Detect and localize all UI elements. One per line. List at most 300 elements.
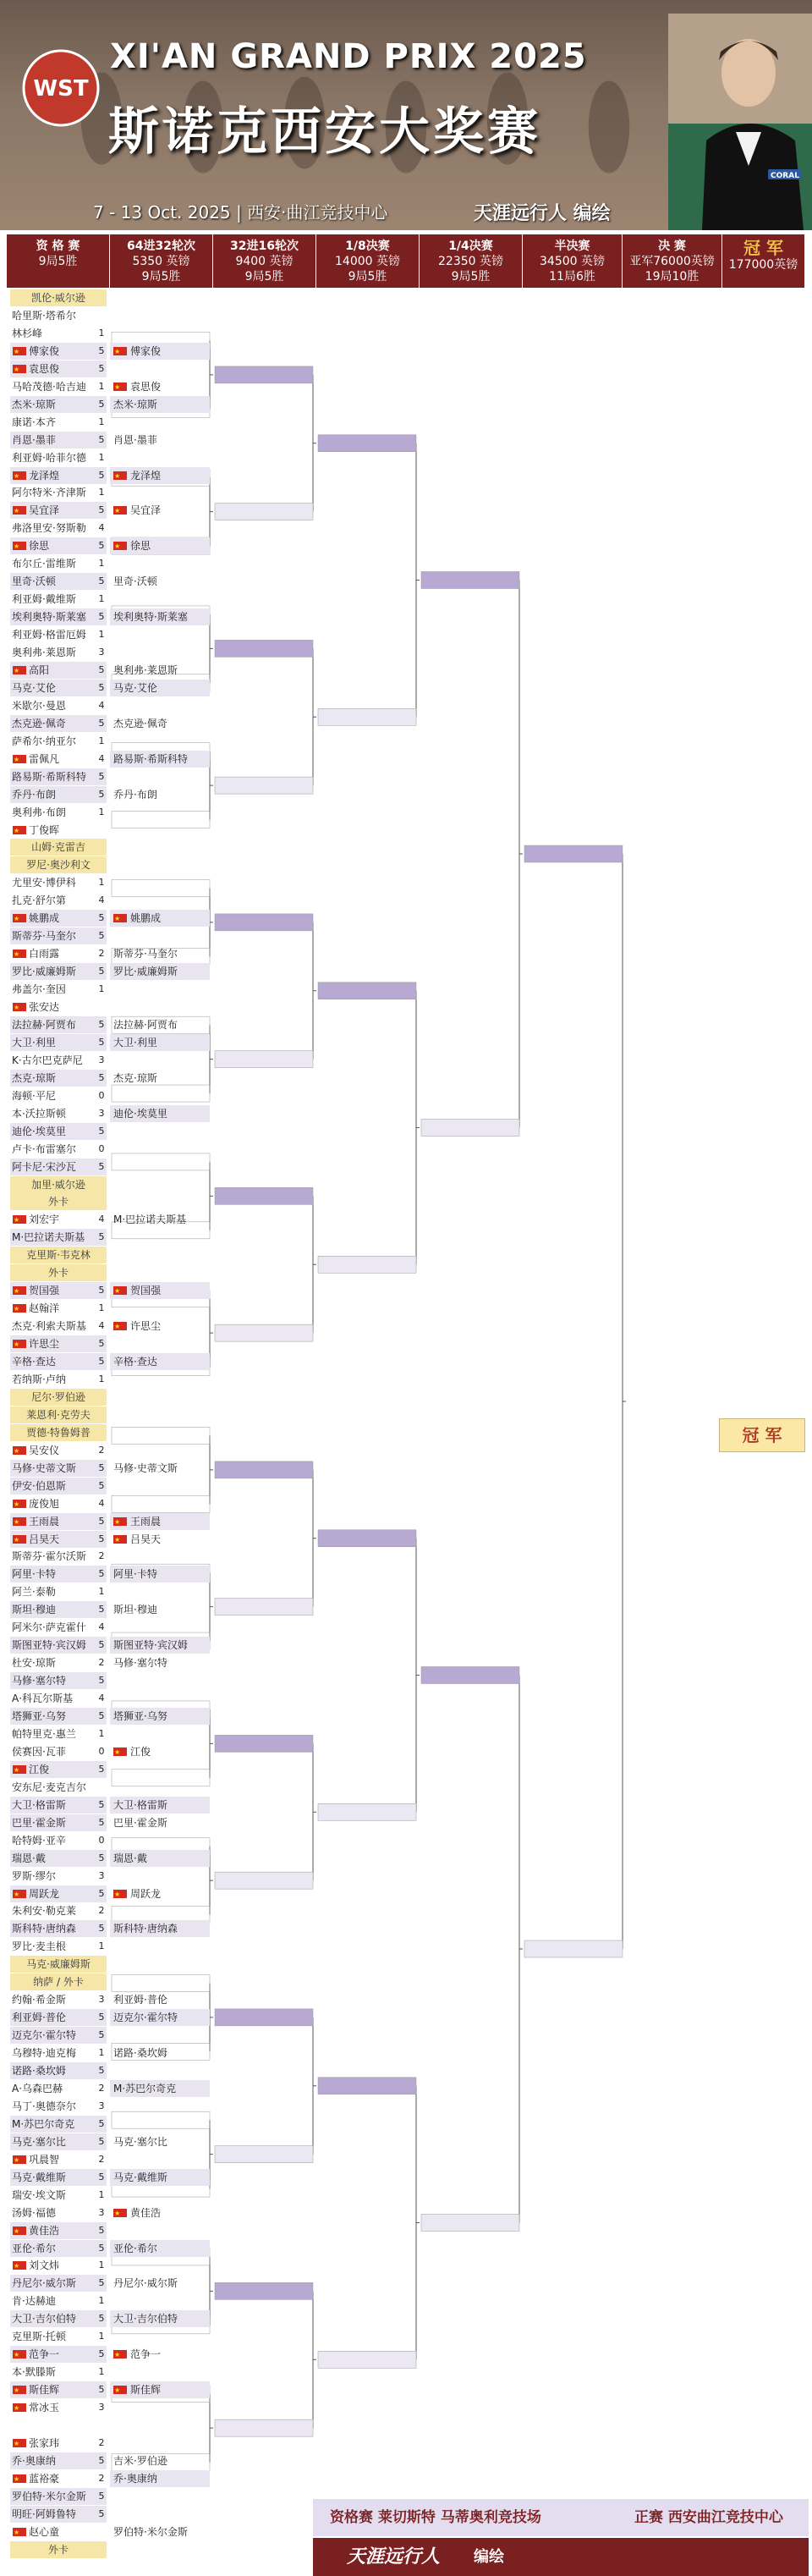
bracket-slot — [215, 366, 313, 383]
bracket-slot — [421, 2215, 519, 2232]
frame-score: 0 — [98, 1835, 105, 1846]
draw-row — [10, 555, 107, 572]
frame-score: 1 — [98, 452, 105, 463]
bracket-slot — [215, 1187, 313, 1204]
player-name: 大卫·格雷斯 — [113, 1799, 167, 1811]
qualifier-seed: 纳萨 / 外卡 — [10, 1973, 107, 1990]
frame-score: 5 — [98, 2348, 105, 2359]
round32-player — [110, 662, 210, 679]
player-name: M·苏巴尔奇克 — [12, 2118, 75, 2130]
player-name: 肖恩·墨菲 — [12, 434, 56, 446]
draw-row — [10, 1743, 107, 1760]
player-name: 王雨晨 — [29, 1516, 60, 1527]
draw-row — [10, 591, 107, 608]
player-name: 马哈茂德·哈吉迪 — [12, 381, 86, 393]
round32-player — [110, 1814, 210, 1831]
player-name: 路易斯·希斯科特 — [113, 753, 188, 765]
column-header-final: 决 赛 亚军76000英镑 19局10胜 — [623, 234, 722, 288]
round32-player — [110, 786, 210, 803]
frame-score: 2 — [98, 1657, 105, 1668]
player-name: 马克·艾伦 — [113, 682, 157, 694]
player-name: 龙泽煌 — [130, 470, 162, 482]
china-flag-icon — [13, 826, 26, 834]
champion-box: 冠 军 — [719, 1418, 805, 1452]
player-name: 萨希尔·纳亚尔 — [12, 735, 76, 747]
player-name: 卢卡·布雷塞尔 — [12, 1143, 76, 1155]
player-name: 刘宏宇 — [29, 1214, 60, 1225]
player-name: 杰克·利索夫斯基 — [12, 1320, 86, 1332]
frame-score: 5 — [98, 434, 105, 445]
draw-row — [10, 2310, 107, 2327]
frame-score: 4 — [98, 700, 105, 711]
draw-row — [10, 2399, 107, 2416]
round32-player — [110, 1850, 210, 1867]
round32-player — [110, 1034, 210, 1051]
main-venue: 正赛 西安曲江竞技中心 — [634, 2509, 783, 2526]
player-name: 里奇·沃顿 — [12, 575, 56, 587]
bracket-slot — [112, 1974, 210, 1991]
round32-player — [110, 1460, 210, 1477]
china-flag-icon — [113, 1748, 127, 1756]
round32-player — [110, 1318, 210, 1335]
draw-row — [10, 378, 107, 395]
frame-score: 5 — [98, 2384, 105, 2395]
draw-row — [10, 432, 107, 449]
china-flag-icon — [113, 347, 127, 355]
draw-row — [10, 325, 107, 342]
draw-row — [10, 1353, 107, 1370]
bracket-slot — [318, 983, 416, 999]
frame-score: 1 — [98, 2189, 105, 2200]
player-name: 黄佳浩 — [130, 2207, 162, 2219]
player-name: 马克·戴维斯 — [12, 2171, 66, 2183]
frame-score: 1 — [98, 1728, 105, 1739]
china-flag-icon — [113, 914, 127, 922]
player-name: 斯蒂芬·马奎尔 — [12, 930, 76, 942]
player-name: 罗比·威廉姆斯 — [113, 966, 178, 977]
frame-score: 1 — [98, 2047, 105, 2058]
china-flag-icon — [13, 542, 26, 550]
bracket-slot — [318, 708, 416, 725]
player-name: 马克·塞尔比 — [113, 2136, 167, 2148]
player-name: 辛格·查达 — [12, 1356, 56, 1368]
bracket-slot — [215, 1735, 313, 1752]
qualifier-seed: 罗尼·奥沙利文 — [10, 856, 107, 873]
bracket-slot — [318, 2078, 416, 2094]
player-name: 奥利弗·莱恩斯 — [12, 647, 76, 658]
frame-score: 1 — [98, 593, 105, 604]
china-flag-icon — [113, 2350, 127, 2359]
draw-row — [10, 927, 107, 944]
bracket-slot — [318, 1530, 416, 1547]
bracket-slot — [112, 1770, 210, 1786]
player-name: 贺国强 — [29, 1285, 60, 1296]
player-name: 刘文炜 — [29, 2260, 60, 2271]
round32-player — [110, 1513, 210, 1530]
bracket-slot — [421, 1667, 519, 1684]
player-name: M·巴拉诺夫斯基 — [113, 1214, 187, 1225]
frame-score: 5 — [98, 1356, 105, 1367]
player-name: 蓝裕豪 — [29, 2473, 60, 2485]
player-name: 杰米·琼斯 — [113, 399, 157, 410]
player-name: 若纳斯·卢纳 — [12, 1373, 66, 1385]
player-name: 张安达 — [29, 1001, 60, 1013]
frame-score: 0 — [98, 1143, 105, 1154]
draw-row — [10, 2151, 107, 2168]
bracket-slot — [112, 1153, 210, 1170]
player-name: 丹尼尔·威尔斯 — [113, 2277, 178, 2289]
player-name: 斯佳辉 — [130, 2384, 162, 2396]
player-name: 奥利弗·布朗 — [12, 806, 66, 818]
frame-score: 5 — [98, 363, 105, 374]
draw-row — [10, 1868, 107, 1885]
draw-row — [10, 1052, 107, 1069]
player-name: 雷佩凡 — [29, 753, 60, 765]
player-name: 罗比·麦圭根 — [12, 1940, 66, 1952]
player-name: 康诺·本齐 — [12, 416, 56, 428]
frame-score: 5 — [98, 664, 105, 675]
draw-row — [10, 2293, 107, 2309]
china-flag-icon — [113, 542, 127, 550]
frame-score: 5 — [98, 789, 105, 800]
player-name: 塔狮亚·乌努 — [113, 1710, 167, 1722]
player-name: 阿卡尼·宋沙瓦 — [12, 1161, 76, 1173]
frame-score: 5 — [98, 1480, 105, 1491]
svg-text:WST: WST — [33, 76, 89, 102]
frame-score: 1 — [98, 328, 105, 339]
draw-row — [10, 520, 107, 537]
frame-score: 5 — [98, 2136, 105, 2147]
draw-row — [10, 1229, 107, 1246]
player-name: 斯佳辉 — [29, 2384, 60, 2396]
player-name: 马克·塞尔比 — [12, 2136, 66, 2148]
frame-score: 2 — [98, 1905, 105, 1916]
draw-row — [10, 1478, 107, 1494]
player-name: 肯·达赫迪 — [12, 2295, 56, 2307]
round32-player — [110, 1070, 210, 1087]
svg-text:CORAL: CORAL — [771, 172, 799, 180]
frame-score: 0 — [98, 1090, 105, 1101]
frame-score: 3 — [98, 2207, 105, 2218]
player-name: 亚伦·希尔 — [12, 2243, 56, 2254]
draw-row — [10, 1016, 107, 1033]
draw-row — [10, 2027, 107, 2044]
frame-score: 5 — [98, 682, 105, 693]
draw-row — [10, 2524, 107, 2540]
player-name: 马克·戴维斯 — [113, 2171, 167, 2183]
player-name: 范争一 — [29, 2348, 60, 2360]
draw-row — [10, 1087, 107, 1104]
player-name: 白雨露 — [29, 948, 60, 960]
frame-score: 4 — [98, 1320, 105, 1331]
frame-score: 5 — [98, 2012, 105, 2023]
china-flag-icon — [13, 2261, 26, 2270]
frame-score: 2 — [98, 2083, 105, 2094]
column-header-semifinal: 半决赛 34500 英镑 11局6胜 — [523, 234, 623, 288]
draw-row — [10, 343, 107, 360]
frame-score: 4 — [98, 1693, 105, 1704]
frame-score: 1 — [98, 2331, 105, 2342]
draw-row — [10, 697, 107, 714]
qualifier-seed: 外卡 — [10, 1264, 107, 1281]
frame-score: 5 — [98, 2313, 105, 2324]
player-name: 利亚姆·戴维斯 — [12, 593, 76, 605]
draw-row — [10, 768, 107, 785]
bracket-slot — [112, 1427, 210, 1444]
china-flag-icon — [13, 1517, 26, 1526]
draw-row — [10, 1460, 107, 1477]
player-name: 许思尘 — [130, 1320, 162, 1332]
draw-row — [10, 1672, 107, 1689]
player-name: 弗洛里安·努斯勒 — [12, 522, 86, 534]
draw-row — [10, 573, 107, 590]
round32-player — [110, 2310, 210, 2327]
bracket-slot — [112, 879, 210, 896]
player-name: 罗伯特·米尔金斯 — [12, 2491, 86, 2502]
draw-row — [10, 733, 107, 750]
player-name: 马修·塞尔特 — [12, 1675, 66, 1687]
player-name: 肖恩·墨菲 — [113, 434, 157, 446]
draw-row — [10, 822, 107, 839]
player-name: 吉米·罗伯逊 — [113, 2455, 167, 2467]
bracket-slot — [112, 1495, 210, 1512]
round32-player — [110, 432, 210, 449]
player-name: 迈克尔·霍尔特 — [12, 2029, 76, 2041]
round32-player — [110, 1282, 210, 1299]
player-name: 埃利奥特·斯莱塞 — [12, 611, 86, 623]
draw-row — [10, 1282, 107, 1299]
draw-row — [10, 1885, 107, 1902]
draw-row — [10, 786, 107, 803]
frame-score: 5 — [98, 1231, 105, 1242]
round32-player — [110, 2381, 210, 2398]
round32-player — [110, 573, 210, 590]
player-name: 张家玮 — [29, 2437, 60, 2449]
china-flag-icon — [13, 949, 26, 958]
draw-row — [10, 1513, 107, 1530]
qualifier-seed: 克里斯·韦克林 — [10, 1247, 107, 1263]
china-flag-icon — [113, 2386, 127, 2394]
draw-row — [10, 2187, 107, 2204]
column-header-last16: 1/8决赛 14000 英镑 9局5胜 — [316, 234, 420, 288]
frame-score: 5 — [98, 1675, 105, 1686]
draw-row — [10, 804, 107, 821]
china-flag-icon — [13, 914, 26, 922]
player-name: 阿里·卡特 — [113, 1568, 157, 1580]
draw-row — [10, 626, 107, 643]
frame-score: 4 — [98, 1621, 105, 1632]
frame-score: 3 — [98, 1994, 105, 2005]
round32-player — [110, 751, 210, 768]
player-name: 斯科特·唐纳森 — [113, 1923, 178, 1935]
draw-row — [10, 502, 107, 519]
round32-player — [110, 608, 210, 625]
draw-row — [10, 1034, 107, 1051]
frame-score: 5 — [98, 2171, 105, 2182]
draw-row — [10, 2062, 107, 2079]
draw-row — [10, 2045, 107, 2061]
player-name: 乔丹·布朗 — [113, 789, 157, 801]
player-name: 袁思俊 — [29, 363, 60, 375]
china-flag-icon — [13, 1286, 26, 1295]
player-name: 赵心童 — [29, 2526, 60, 2538]
draw-row — [10, 1708, 107, 1725]
qualifier-seed: 贾德·特鲁姆普 — [10, 1424, 107, 1441]
brand-suffix: 编绘 — [474, 2548, 504, 2566]
china-flag-icon — [113, 471, 127, 480]
player-name: 朱利安·勒克莱 — [12, 1905, 76, 1917]
round32-player — [110, 2275, 210, 2292]
column-header-qualifiers: 资 格 赛 9局5胜 — [7, 234, 110, 288]
china-flag-icon — [13, 1003, 26, 1011]
frame-score: 2 — [98, 2437, 105, 2448]
qualifier-seed: 外卡 — [10, 2541, 107, 2558]
player-name: A·科瓦尔斯基 — [12, 1693, 74, 1704]
draw-row — [10, 1300, 107, 1317]
frame-score: 5 — [98, 2029, 105, 2040]
player-name: 斯蒂芬·霍尔沃斯 — [12, 1550, 86, 1562]
china-flag-icon — [13, 1890, 26, 1898]
player-name: 黄佳浩 — [29, 2225, 60, 2237]
player-name: 杰克逊·佩奇 — [12, 718, 66, 729]
draw-row — [10, 1619, 107, 1636]
player-name: A·乌森巴赫 — [12, 2083, 63, 2094]
draw-row — [10, 874, 107, 891]
dates-venue: 7 - 13 Oct. 2025 | 西安·曲江竞技中心 — [93, 202, 388, 223]
frame-score: 5 — [98, 1852, 105, 1863]
frame-score: 5 — [98, 718, 105, 729]
draw-row — [10, 1442, 107, 1459]
bracket-slot — [112, 812, 210, 828]
draw-row — [10, 1654, 107, 1671]
player-name: 米歇尔·曼恩 — [12, 700, 66, 712]
title-english: XI'AN GRAND PRIX 2025 — [110, 37, 587, 76]
player-name: 迈克尔·霍尔特 — [113, 2012, 178, 2023]
bracket-slot — [215, 777, 313, 794]
player-name: 哈特姆·亚辛 — [12, 1835, 66, 1847]
frame-score: 5 — [98, 2225, 105, 2236]
round32-player — [110, 537, 210, 554]
frame-score: 2 — [98, 948, 105, 959]
player-name: 杰克·琼斯 — [12, 1072, 56, 1084]
frame-score: 5 — [98, 1533, 105, 1544]
round32-player — [110, 1566, 210, 1582]
china-flag-icon — [13, 1215, 26, 1224]
player-name: 塔狮亚·乌努 — [12, 1710, 66, 1722]
round32-player — [110, 945, 210, 962]
frame-score: 1 — [98, 416, 105, 427]
draw-row — [10, 361, 107, 377]
china-flag-icon — [113, 1890, 127, 1898]
frame-score: 3 — [98, 1108, 105, 1119]
player-name: 阿兰·泰勒 — [12, 1586, 56, 1598]
player-name: M·苏巴尔奇克 — [113, 2083, 177, 2094]
frame-score: 5 — [98, 540, 105, 551]
round32-player — [110, 467, 210, 484]
bracket-slot — [215, 2419, 313, 2436]
frame-score: 1 — [98, 2366, 105, 2377]
player-name: 大卫·吉尔伯特 — [113, 2313, 178, 2325]
player-name: 杰克·琼斯 — [113, 1072, 157, 1084]
player-name: 法拉赫·阿贾布 — [12, 1019, 76, 1031]
author-credit: 天涯远行人 编绘 — [474, 203, 611, 224]
player-name: 瑞恩·戴 — [113, 1852, 147, 1864]
draw-row — [10, 537, 107, 554]
frame-score: 4 — [98, 753, 105, 764]
player-name: 斯科特·唐纳森 — [12, 1923, 76, 1935]
qualifier-seed: 尼尔·罗伯逊 — [10, 1389, 107, 1406]
draw-row — [10, 1637, 107, 1654]
bracket-slot — [215, 640, 313, 657]
player-name: 许思尘 — [29, 1338, 60, 1350]
frame-score: 5 — [98, 470, 105, 481]
player-name: 大卫·利里 — [12, 1037, 56, 1049]
player-name: 瑞安·埃文斯 — [12, 2189, 66, 2201]
player-name: 徐思 — [130, 540, 151, 552]
brand-name: 天涯远行人 — [347, 2546, 441, 2568]
player-name: 伊安·伯恩斯 — [12, 1480, 66, 1492]
round32-player — [110, 1885, 210, 1902]
bracket-slot — [215, 1324, 313, 1341]
player-name: 杰克逊·佩奇 — [113, 718, 167, 729]
player-name: 诺路·桑坎姆 — [12, 2065, 66, 2077]
player-name: 江俊 — [29, 1764, 50, 1775]
round32-player — [110, 1531, 210, 1548]
round32-player — [110, 1211, 210, 1228]
draw-row — [10, 1141, 107, 1158]
frame-score: 4 — [98, 1214, 105, 1225]
frame-score: 5 — [98, 1072, 105, 1083]
draw-row — [10, 1814, 107, 1831]
round32-player — [110, 715, 210, 732]
frame-score: 5 — [98, 1923, 105, 1934]
frame-score: 3 — [98, 1054, 105, 1065]
frame-score: 1 — [98, 381, 105, 392]
player-name: 迪伦·埃莫里 — [113, 1108, 167, 1120]
player-name: 姚鹏成 — [29, 912, 60, 924]
round32-player — [110, 2470, 210, 2487]
player-name: 亚伦·希尔 — [113, 2243, 157, 2254]
frame-score: 5 — [98, 345, 105, 356]
bracket-slot — [318, 2351, 416, 2368]
draw-row — [10, 467, 107, 484]
china-flag-icon — [113, 1286, 127, 1295]
player-name: 贺国强 — [130, 1285, 162, 1296]
player-name: 辛格·查达 — [113, 1356, 157, 1368]
round32-player — [110, 1016, 210, 1033]
frame-score: 5 — [98, 1037, 105, 1048]
round32-player — [110, 2204, 210, 2221]
player-name: 利亚姆·普伦 — [113, 1994, 167, 2006]
player-name: 利亚姆·哈菲尔德 — [12, 452, 86, 464]
player-name: 范争一 — [130, 2348, 162, 2360]
frame-score: 5 — [98, 1888, 105, 1899]
column-header-quarterfinal: 1/4决赛 22350 英镑 9局5胜 — [420, 234, 523, 288]
player-name: 乔·奥康纳 — [12, 2455, 56, 2467]
qualifier-seed: 外卡 — [10, 1193, 107, 1210]
bracket-slot — [524, 1940, 623, 1957]
china-flag-icon — [113, 1322, 127, 1330]
bracket-slot — [318, 435, 416, 452]
draw-row — [10, 2204, 107, 2221]
draw-row — [10, 1566, 107, 1582]
round32-player — [110, 1105, 210, 1122]
draw-row — [10, 1832, 107, 1849]
venue-footer — [313, 2499, 809, 2536]
frame-score: 5 — [98, 1799, 105, 1810]
player-name: 丹尼尔·威尔斯 — [12, 2277, 76, 2289]
bracket-slot — [215, 2009, 313, 2026]
